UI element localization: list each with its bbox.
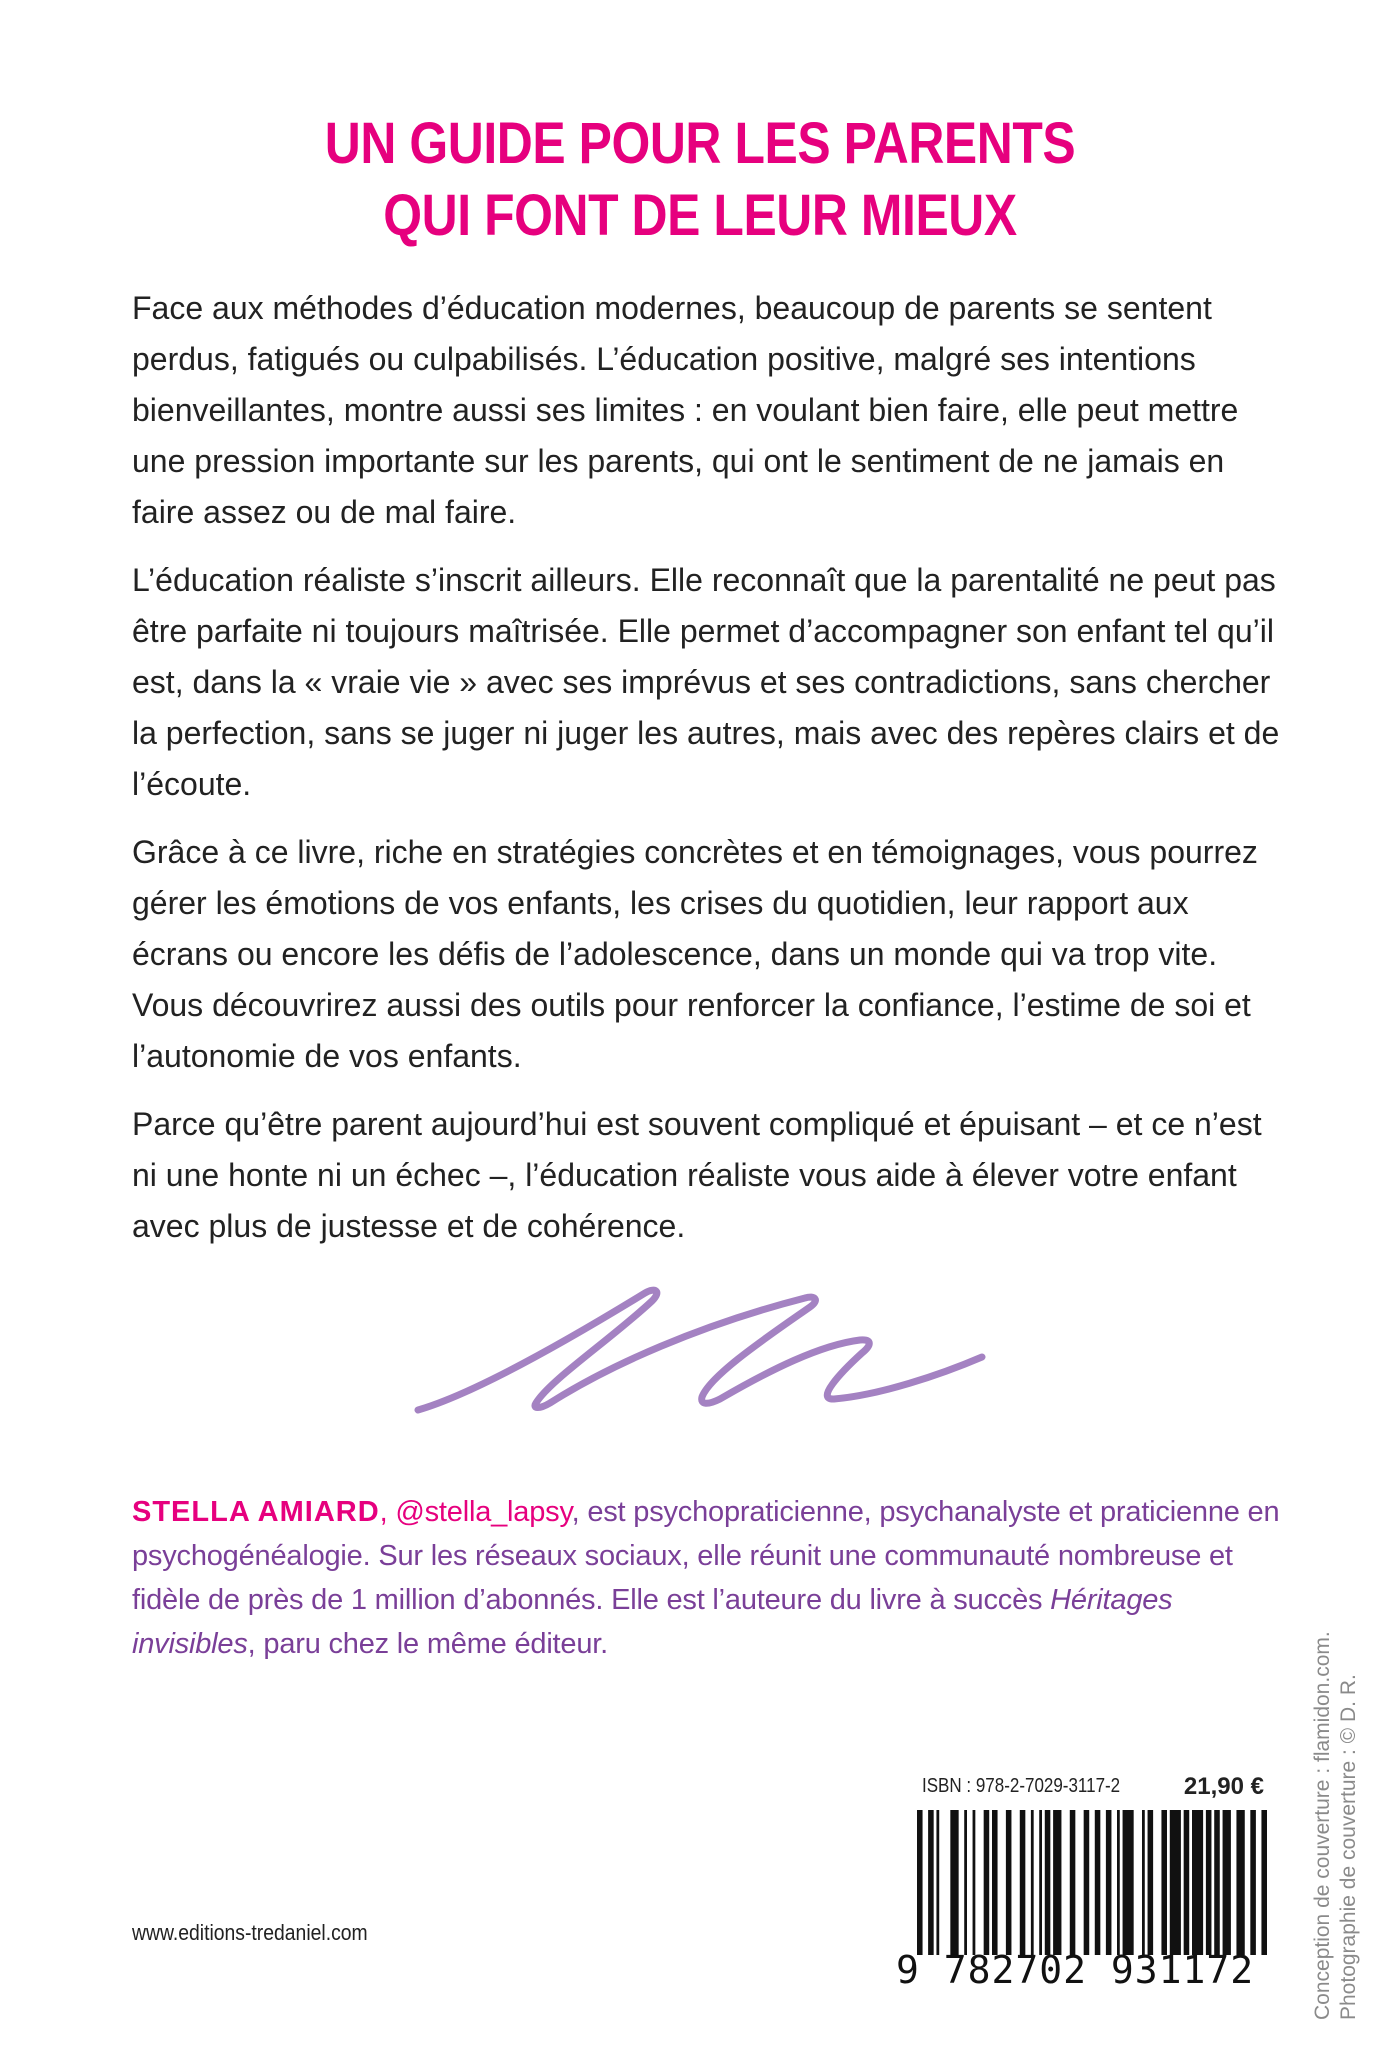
barcode-bar [1070, 1810, 1076, 1955]
description-body [132, 283, 1282, 1269]
barcode-bar [992, 1810, 998, 1955]
description-paragraph-1: Face aux méthodes d’éducation modernes, beaucoup de parents se sentent perdus, fatigués ou culpabilisés. L’éducation positive, malgré ses intentions bienveillantes, montre aussi ses limites : en voulant bien faire, elle peut mettre une pression importante sur les parents, qui ont le sentiment de ne jamais en faire assez ou de mal faire. [132, 290, 1239, 530]
barcode-bar [928, 1810, 934, 1955]
publisher-website: www.editions-tredaniel.com [132, 1920, 368, 1945]
barcode-bar [1148, 1810, 1154, 1955]
barcode-bar [984, 1810, 990, 1955]
barcode-bar [973, 1810, 976, 1955]
headline-line-1: UN GUIDE POUR LES PARENTS [324, 111, 1076, 176]
barcode-bar [1250, 1810, 1256, 1955]
barcode-bar [1095, 1810, 1101, 1955]
barcode-bar [1192, 1810, 1203, 1955]
barcode-bar [1020, 1810, 1026, 1955]
barcode-bar [1106, 1810, 1112, 1955]
barcode-bar [1142, 1810, 1145, 1955]
cover-credits [1310, 1400, 1362, 2020]
signature-squiggle [410, 1285, 990, 1415]
barcode-bar [1170, 1810, 1181, 1955]
barcode-bar [1161, 1810, 1167, 1955]
author-bio-text-2: , paru chez le même éditeur. [247, 1628, 608, 1660]
barcode-bar [1045, 1810, 1051, 1955]
isbn-label: ISBN : 978-2-7029-3117-2 [922, 1775, 1121, 1797]
barcode-bar [917, 1810, 923, 1955]
barcode-bar [1206, 1810, 1212, 1955]
barcode-bar [1236, 1810, 1244, 1955]
barcode-bar [1006, 1810, 1012, 1955]
price-label: 21,90 € [1183, 1773, 1264, 1800]
author-handle: @stella_lapsy [395, 1496, 572, 1528]
barcode-bar [1214, 1810, 1220, 1955]
barcode-bar [1053, 1810, 1061, 1955]
barcode [917, 1810, 1267, 1955]
barcode-bar [950, 1810, 958, 1955]
author-name-comma: , [379, 1496, 388, 1528]
book-title: Héritages invisibles [132, 1584, 1173, 1660]
headline-line-2: QUI FONT DE LEUR MIEUX [383, 183, 1017, 248]
credits-design: Conception de couverture : flamidon.com. [1311, 1631, 1334, 2020]
description-paragraph-2: L’éducation réaliste s’inscrit ailleurs. Elle reconnaît que la parentalité ne peut pas être parfaite ni toujours maîtrisée. Elle permet d’accompagner son enfant tel qu’il est, dans la « vraie vie » avec ses imprévus et ses contradictions, sans chercher la perfection, sans se juger ni juger les autres, mais avec des repères clairs et de l’écoute. [132, 562, 1280, 802]
author-name: STELLA AMIARD [132, 1496, 380, 1528]
barcode-bar [1184, 1810, 1190, 1955]
barcode-bar [1223, 1810, 1231, 1955]
credits-photo: Photographie de couverture : © D. R. [1337, 1674, 1360, 2020]
barcode-bar [1117, 1810, 1120, 1955]
headline [98, 108, 1302, 252]
barcode-bar [1031, 1810, 1034, 1955]
barcode-bar [1261, 1810, 1267, 1955]
description-paragraph-3: Grâce à ce livre, riche en stratégies concrètes et en témoignages, vous pourrez gérer les émotions de vos enfants, les crises du quotidien, leur rapport aux écrans ou encore les défis de l’adolescence, dans un monde qui va trop vite. Vous découvrirez aussi des outils pour renforcer la confiance, l’estime de soi et l’autonomie de vos enfants. [132, 834, 1258, 1074]
barcode-bar [1039, 1810, 1042, 1955]
barcode-bar [936, 1810, 939, 1955]
barcode-digits: 9 782702 931172 [896, 1948, 1255, 1992]
author-bio-text-1: , est psychopraticienne, psychanalyste et praticienne en psychogénéalogie. Sur les réseaux sociaux, elle réunit une communauté nombreuse et fidèle de près de 1 million d’abonnés. Elle est l’auteure du livre à succès [132, 1496, 1280, 1616]
isbn-price-row [922, 1775, 1264, 1805]
author-bio [132, 1490, 1282, 1666]
description-paragraph-4: Parce qu’être parent aujourd’hui est souvent compliqué et épuisant – et ce n’est ni une honte ni un échec –, l’éducation réaliste vous aide à élever votre enfant avec plus de justesse et de cohérence. [132, 1106, 1262, 1244]
barcode-bar [1084, 1810, 1090, 1955]
barcode-bar [964, 1810, 967, 1955]
barcode-bar [1123, 1810, 1134, 1955]
